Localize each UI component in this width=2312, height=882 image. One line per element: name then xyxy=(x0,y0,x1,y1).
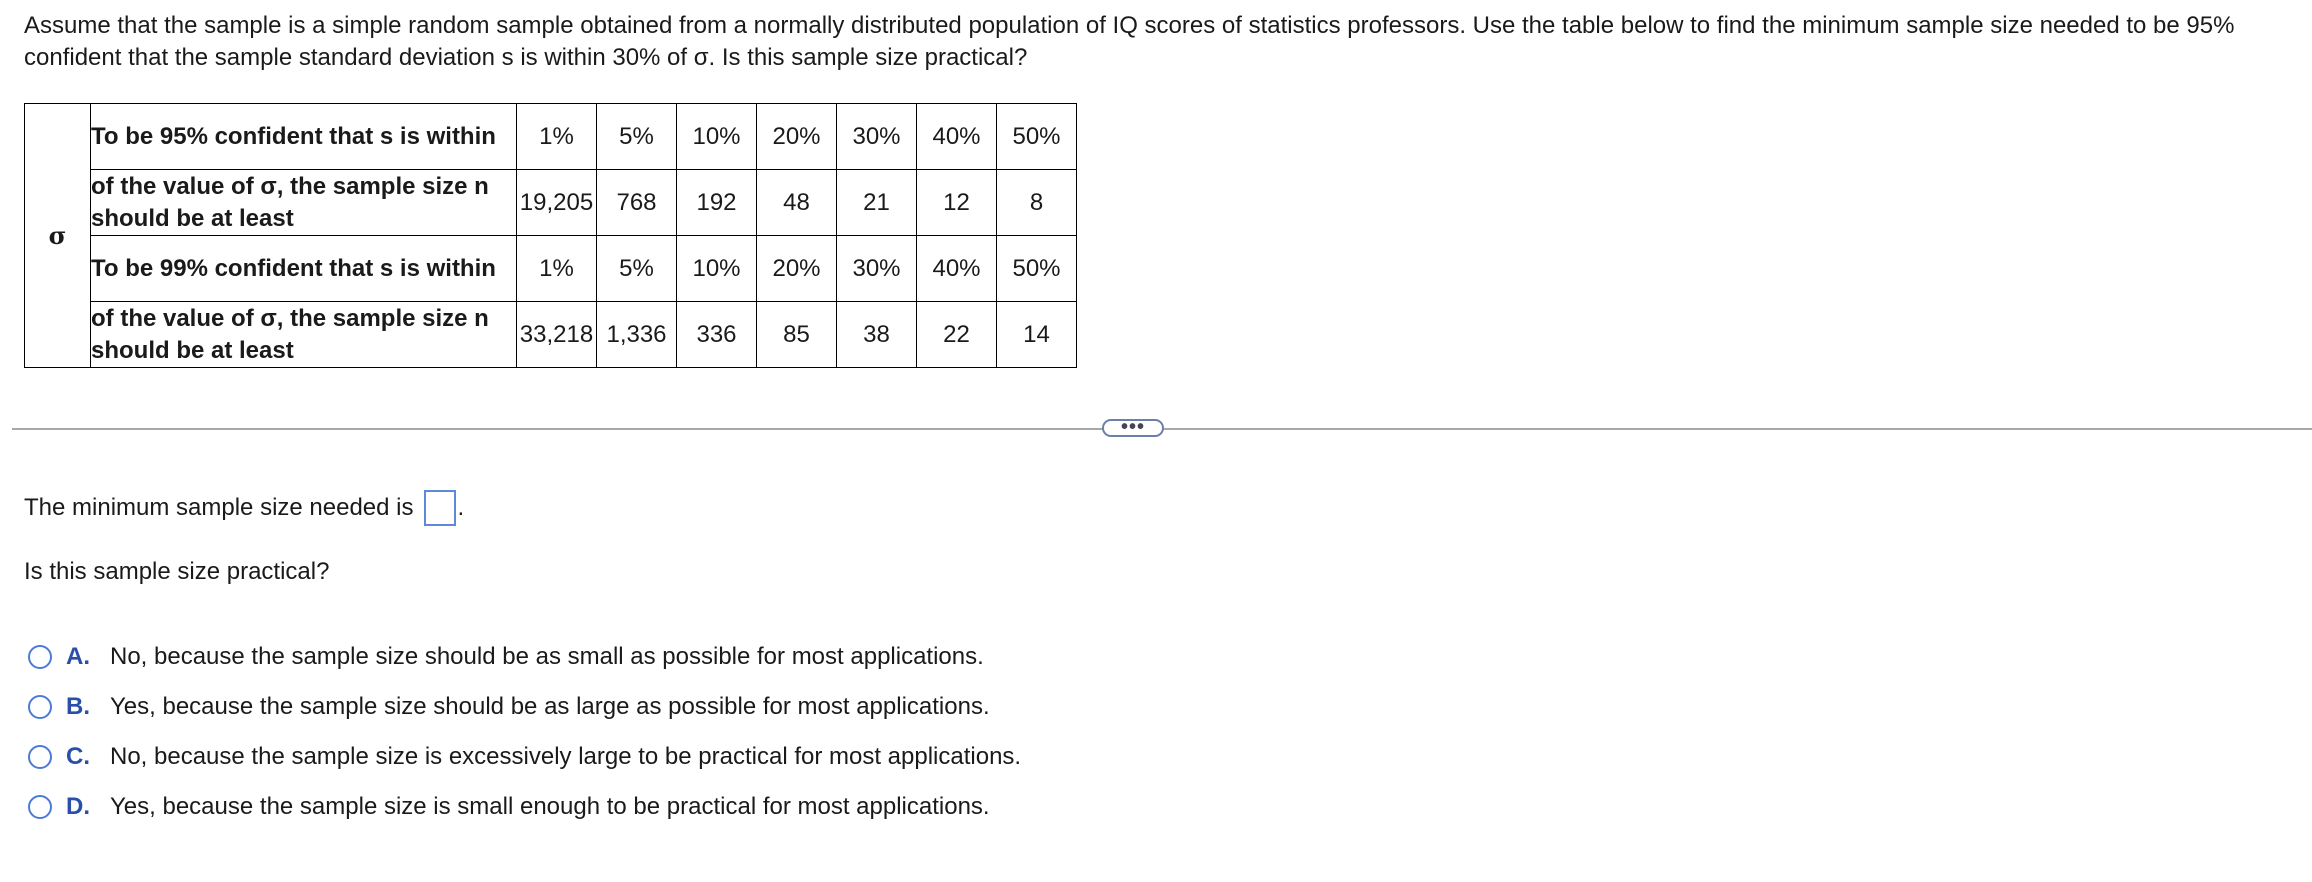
table-cell: 50% xyxy=(997,236,1077,302)
sample-size-table-container xyxy=(24,103,1077,368)
table-cell: 33,218 xyxy=(517,302,597,368)
table-row xyxy=(25,236,1077,302)
table-cell: 20% xyxy=(757,104,837,170)
option-text: No, because the sample size should be as small as possible for most applications. xyxy=(110,643,984,670)
table-cell: 20% xyxy=(757,236,837,302)
table-cell: 12 xyxy=(917,170,997,236)
table-cell: 40% xyxy=(917,236,997,302)
table-cell: 8 xyxy=(997,170,1077,236)
answer-options xyxy=(28,632,1021,832)
option-letter: C. xyxy=(66,743,90,770)
table-cell: 21 xyxy=(837,170,917,236)
table-cell: 5% xyxy=(597,236,677,302)
answer-suffix: . xyxy=(457,494,465,521)
option-c[interactable] xyxy=(28,732,1021,782)
table-cell: 10% xyxy=(677,236,757,302)
table-cell: 50% xyxy=(997,104,1077,170)
more-options-button[interactable] xyxy=(1102,416,1164,438)
sample-size-input[interactable] xyxy=(424,490,456,526)
table-cell: 85 xyxy=(757,302,837,368)
table-row xyxy=(25,302,1077,368)
table-cell: 48 xyxy=(757,170,837,236)
table-cell: 1% xyxy=(517,236,597,302)
option-text: Yes, because the sample size is small enough to be practical for most applications. xyxy=(110,793,990,820)
table-row xyxy=(25,170,1077,236)
table-cell: 14 xyxy=(997,302,1077,368)
practical-question: Is this sample size practical? xyxy=(24,558,330,585)
option-d[interactable] xyxy=(28,782,1021,832)
option-letter: B. xyxy=(66,693,90,720)
row-label: of the value of σ, the sample size n should be at least xyxy=(91,170,517,236)
answer-prompt: The minimum sample size needed is xyxy=(24,494,414,521)
table-cell: 40% xyxy=(917,104,997,170)
table-cell: 1,336 xyxy=(597,302,677,368)
option-a[interactable] xyxy=(28,632,1021,682)
table-cell: 30% xyxy=(837,236,917,302)
option-letter: A. xyxy=(66,643,90,670)
table-cell: 10% xyxy=(677,104,757,170)
table-cell: 19,205 xyxy=(517,170,597,236)
table-cell: 336 xyxy=(677,302,757,368)
radio-button-c[interactable] xyxy=(28,745,52,769)
answer-line xyxy=(24,490,464,526)
table-cell: 30% xyxy=(837,104,917,170)
ellipsis-icon: ••• xyxy=(1120,416,1145,438)
row-label: To be 95% confident that s is within xyxy=(91,104,517,170)
option-text: No, because the sample size is excessively large to be practical for most applications. xyxy=(110,743,1022,770)
table-cell: 22 xyxy=(917,302,997,368)
radio-button-d[interactable] xyxy=(28,795,52,819)
sigma-header: σ xyxy=(25,104,91,368)
table-cell: 1% xyxy=(517,104,597,170)
option-text: Yes, because the sample size should be as large as possible for most applications. xyxy=(110,693,990,720)
radio-button-b[interactable] xyxy=(28,695,52,719)
row-label: of the value of σ, the sample size n should be at least xyxy=(91,302,517,368)
table-cell: 192 xyxy=(677,170,757,236)
question-text: Assume that the sample is a simple random sample obtained from a normally distributed population of IQ scores of statistics professors. Use the table below to find the minimum sample size needed to be 95% confident that the sample standard deviation s is within 30% of σ. Is this sample size practical? xyxy=(24,12,2235,71)
table-cell: 768 xyxy=(597,170,677,236)
option-letter: D. xyxy=(66,793,90,820)
table-cell: 5% xyxy=(597,104,677,170)
table-cell: 38 xyxy=(837,302,917,368)
radio-button-a[interactable] xyxy=(28,645,52,669)
option-b[interactable] xyxy=(28,682,1021,732)
row-label: To be 99% confident that s is within xyxy=(91,236,517,302)
sample-size-table xyxy=(24,103,1077,368)
table-row xyxy=(25,104,1077,170)
